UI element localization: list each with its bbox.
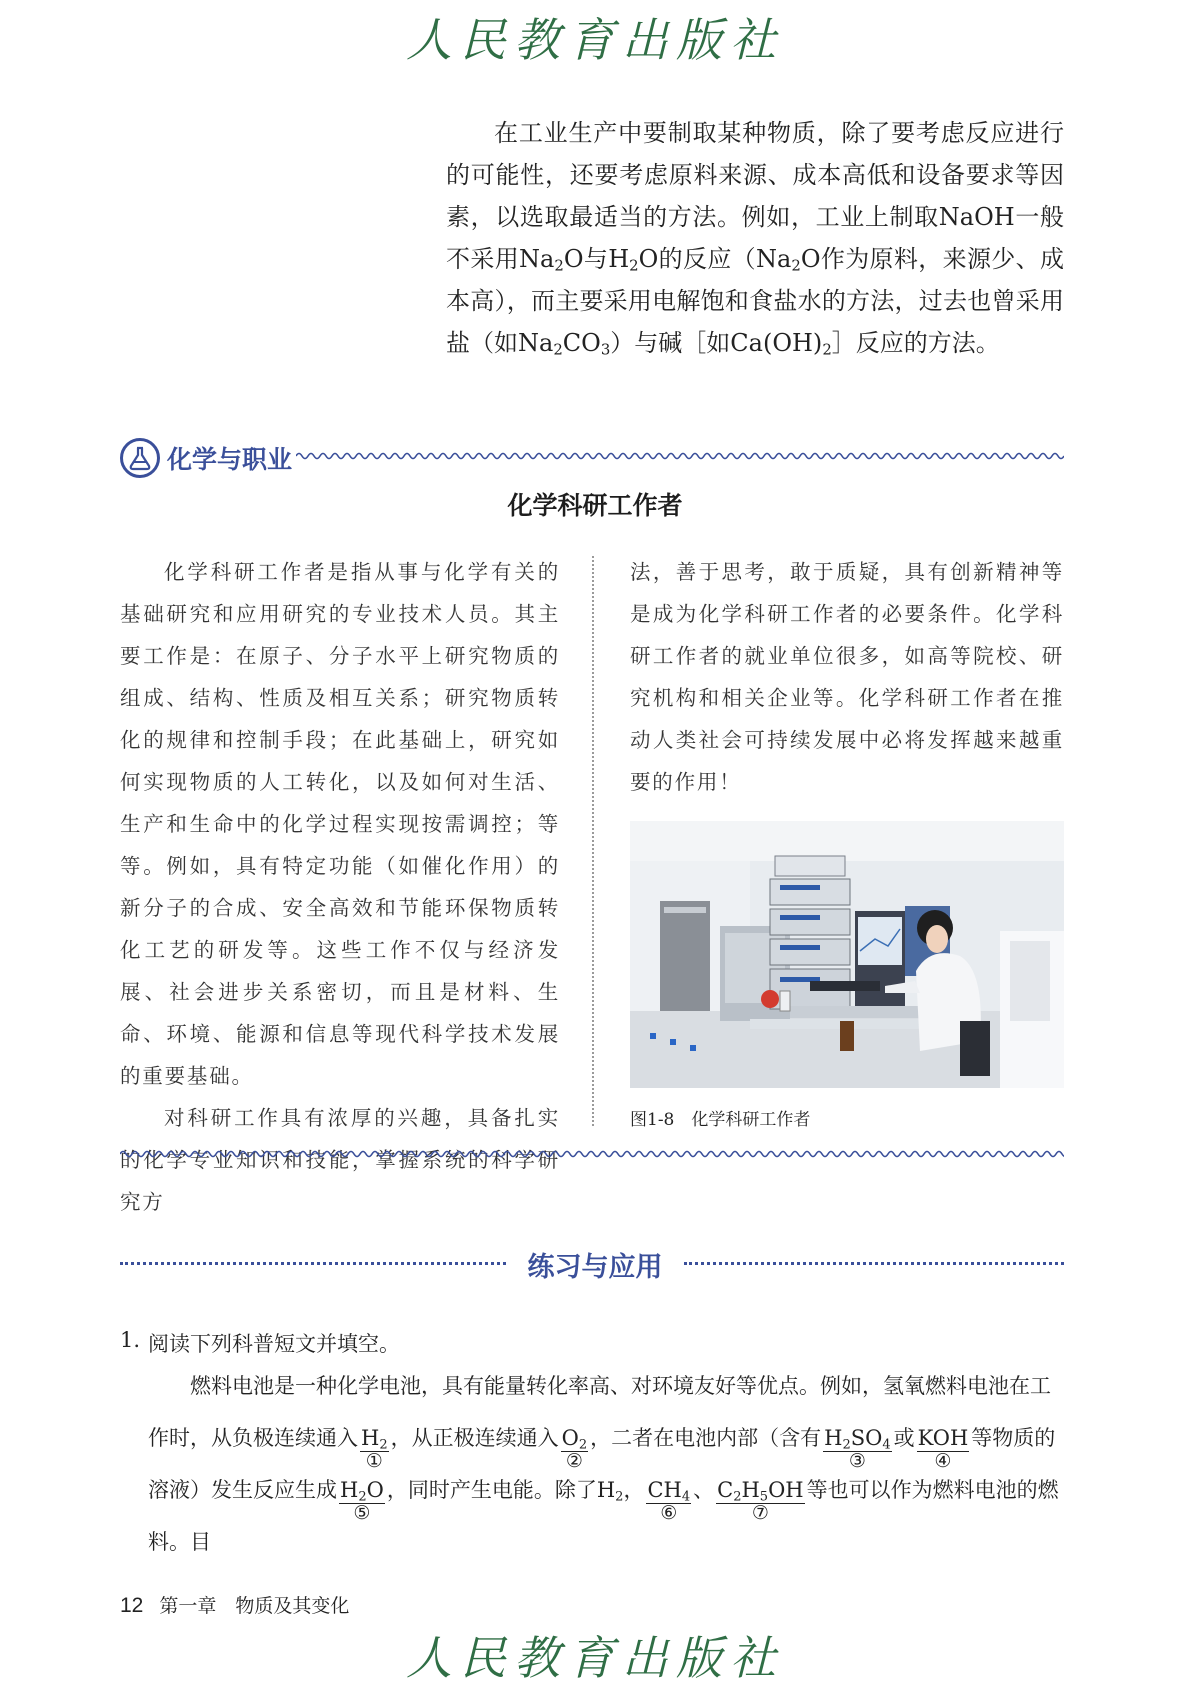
- left-column: [120, 551, 560, 1223]
- page-number: 12: [120, 1594, 144, 1617]
- question-passage: 燃料电池是一种化学电池，具有能量转化率高、对环境友好等优点。例如，氢氧燃料电池在工作时，从负极连续通入 $H_2$ ① ，从正极连续通入 $O_2$ ② ，二者在电池内部（含有 $H_2SO_4$ ③ 或 KOH ④ 等物质的溶液）发生反应生成 $H_2O$ ⑤ ，同时产生电能。除了$H_2$， $CH_4$ ⑥ 、 $C_2H_5OH$ ⑦ 等也可以作为燃料电池的燃料。目: [148, 1374, 1059, 1554]
- column-divider: [592, 556, 594, 1126]
- left-paragraph-1: 化学科研工作者是指从事与化学有关的基础研究和应用研究的专业技术人员。其主要工作是：在原子、分子水平上研究物质的组成、结构、性质及相互关系；研究物质转化的规律和控制手段；在此基础上，研究如何实现物质的人工转化，以及如何对生活、生产和生命中的化学过程实现按需调控；等等。例如，具有特定功能（如催化作用）的新分子的合成、安全高效和节能环保物质转化工艺的研发等。这些工作不仅与经济发展、社会进步关系密切，而且是材料、生命、环境、能源和信息等现代科学技术发展的重要基础。: [120, 560, 560, 1088]
- section-title: 化学与职业: [167, 445, 293, 474]
- page-footer: [120, 1591, 349, 1618]
- blank-7: $C_2H_5OH$ ⑦: [717, 1478, 804, 1524]
- blank-6: $CH_4$ ⑥: [647, 1478, 691, 1524]
- lab-photo: [630, 821, 1064, 1088]
- dotted-rule-right: [684, 1262, 1064, 1265]
- figure-caption: 图1-8 化学科研工作者: [630, 1110, 811, 1130]
- blank-4: KOH ④: [917, 1426, 969, 1472]
- left-paragraph-2: 对科研工作具有浓厚的兴趣，具备扎实的化学专业知识和技能，掌握系统的科学研究方: [120, 1106, 560, 1214]
- publisher-logo-top: 人民教育出版社: [406, 13, 784, 67]
- right-column: [630, 551, 1064, 803]
- question-prompt: 阅读下列科普短文并填空。: [148, 1332, 400, 1356]
- blank-2: $O_2$ ②: [561, 1426, 588, 1472]
- flask-icon: [120, 438, 160, 478]
- blank-1: $H_2$ ①: [361, 1426, 388, 1472]
- intro-paragraph: 在工业生产中要制取某种物质，除了要考虑反应进行的可能性，还要考虑原料来源、成本高低和设备要求等因素，以选取最适当的方法。例如，工业上制取NaOH一般不采用$Na_2O$与$H_2O$的反应（$Na_2O$作为原料，来源少、成本高），而主要采用电解饱和食盐水的方法，过去也曾采用盐（如$Na_2CO_3$）与碱［如$Ca(OH)_2]$反应的方法。: [446, 119, 1064, 359]
- practice-title: 练习与应用: [527, 1252, 663, 1283]
- question-number: 1.: [120, 1328, 141, 1352]
- blank-3: $H_2SO_4$ ③: [824, 1426, 891, 1472]
- chapter-label: 第一章 物质及其变化: [159, 1595, 350, 1617]
- blank-5: $H_2O$ ⑤: [340, 1478, 384, 1524]
- box-title: 化学科研工作者: [507, 491, 683, 520]
- publisher-logo-bottom: 人民教育出版社: [406, 1631, 784, 1685]
- right-paragraph: 法，善于思考，敢于质疑，具有创新精神等是成为化学科研工作者的必要条件。化学科研工作者的就业单位很多，如高等院校、研究机构和相关企业等。化学科研工作者在推动人类社会可持续发展中必将发挥越来越重要的作用！: [630, 560, 1064, 794]
- wave-divider-bottom: [120, 1146, 1064, 1162]
- wave-divider-top: [296, 448, 1064, 464]
